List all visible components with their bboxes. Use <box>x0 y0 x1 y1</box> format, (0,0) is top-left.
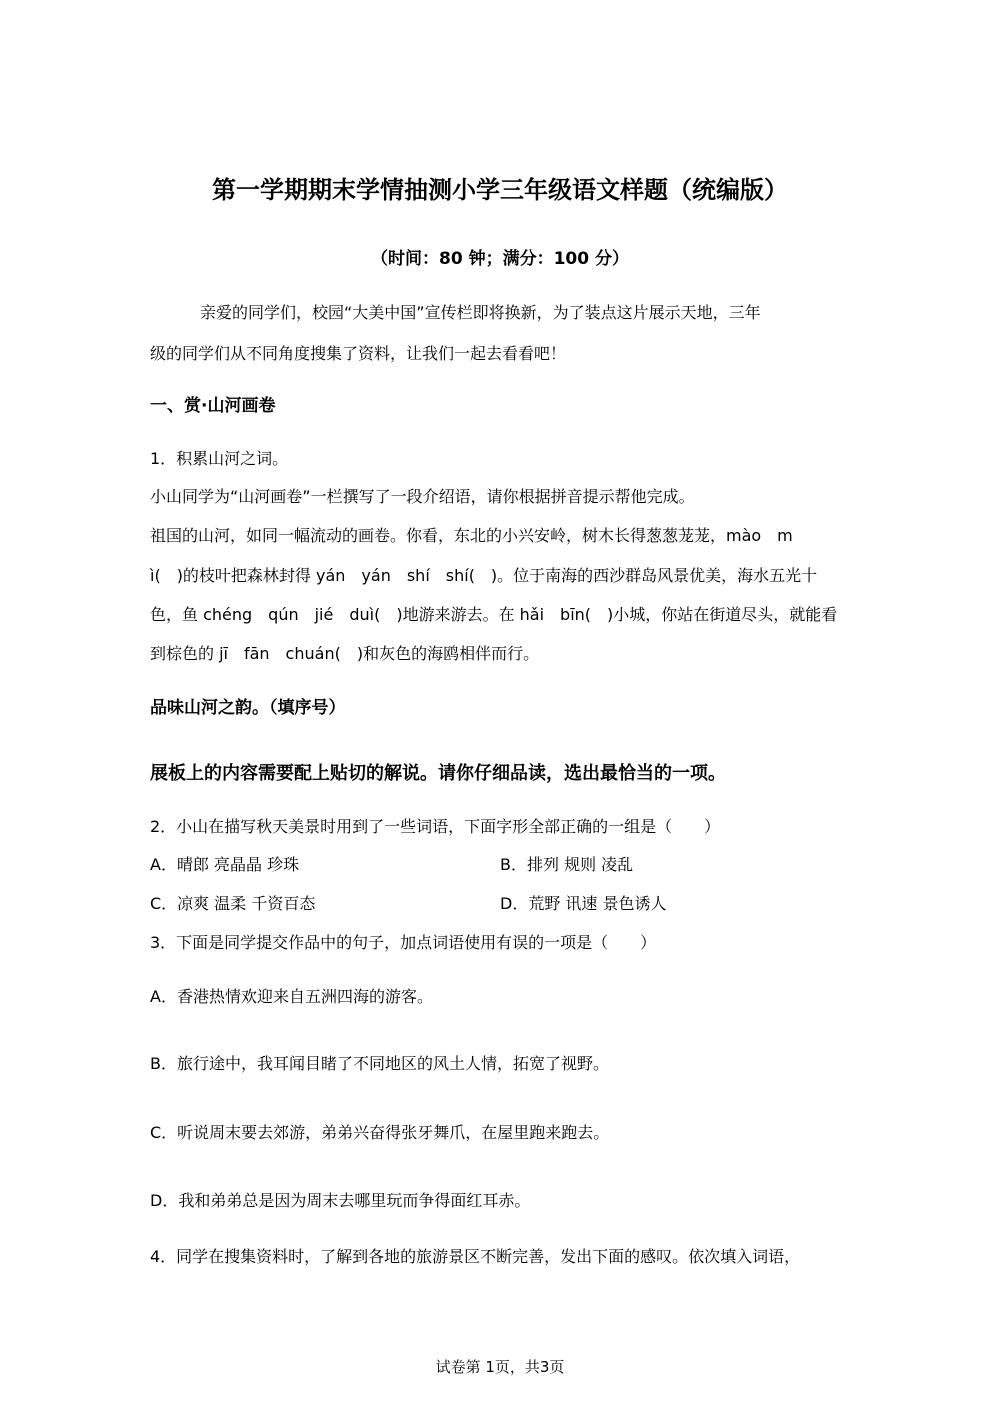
question-2-option-a: A．晴郎 亮晶晶 珍珠 <box>150 855 300 874</box>
question-3-option-d <box>150 1188 530 1211</box>
option-text: B．旅行途中，我 <box>150 1054 273 1073</box>
question-2-title: 2．小山在描写秋天美景时用到了一些词语，下面字形全部正确的一组是（ ） <box>150 817 721 836</box>
option-text: D．我和弟弟总是因为周末去哪里玩而争得 <box>150 1191 451 1210</box>
section-heading-2: 品味山河之韵。（填序号） <box>150 698 346 718</box>
option-text: A．香港热情欢迎来自 <box>150 987 305 1006</box>
question-3-title: 3．下面是同学提交作品中的句子，加点词语使用有误的一项是（ ） <box>150 933 657 952</box>
question-1-line-1: 祖国的山河，如同一幅流动的画卷。你看，东北的小兴安岭，树木长得葱葱茏茏，mào m <box>150 526 793 545</box>
question-1-title: 1．积累山河之词。 <box>150 449 289 468</box>
dotted-word: 张牙舞爪 <box>401 1123 466 1142</box>
option-text: 。 <box>514 1191 531 1210</box>
dotted-word: 面红耳赤 <box>450 1191 515 1210</box>
question-3-option-c <box>150 1120 609 1143</box>
section-heading-1: 一、赏·山河画卷 <box>150 396 276 416</box>
question-2-option-b: B．排列 规则 凌乱 <box>500 855 634 874</box>
question-3-option-a <box>150 984 433 1007</box>
intro-line-1: 亲爱的同学们，校园“大美中国”宣传栏即将换新，为了装点这片展示天地，三年 <box>200 303 761 322</box>
page-title: 第一学期期末学情抽测小学三年级语文样题（统编版） <box>212 176 788 204</box>
dotted-word: 耳闻目睹 <box>272 1054 337 1073</box>
question-2-option-d: D．荒野 讯速 景色诱人 <box>500 894 667 913</box>
option-text: 了不同地区的风土人情，拓宽了视野。 <box>337 1054 610 1073</box>
option-text: ，在屋里跑来跑去。 <box>465 1123 610 1142</box>
dotted-word: 五洲四海 <box>304 987 369 1006</box>
question-4-title: 4．同学在搜集资料时，了解到各地的旅游景区不断完善，发出下面的感叹。依次填入词语， <box>150 1247 801 1266</box>
option-text: 的游客。 <box>368 987 433 1006</box>
question-1-line-2: ì( )的枝叶把森林封得 yán yán shí shí( )。位于南海的西沙群岛风景优美，海水五光十 <box>150 566 818 585</box>
question-1-line-4: 到棕色的 jī fān chuán( )和灰色的海鸥相伴而行。 <box>150 644 540 663</box>
intro-line-2: 级的同学们从不同角度搜集了资料，让我们一起去看看吧！ <box>150 344 567 363</box>
option-text: C．听说周末要去郊游，弟弟兴奋得 <box>150 1123 402 1142</box>
page-footer: 试卷第 1页，共3页 <box>435 1358 565 1376</box>
section-instruction: 展板上的内容需要配上贴切的解说。请你仔细品读，选出最恰当的一项。 <box>150 763 726 784</box>
exam-info: （时间：80 钟；满分：100 分） <box>371 249 629 269</box>
question-3-option-b <box>150 1051 609 1074</box>
question-2-option-c: C．凉爽 温柔 千资百态 <box>150 894 316 913</box>
question-1-instruction: 小山同学为“山河画卷”一栏撰写了一段介绍语，请你根据拼音提示帮他完成。 <box>150 487 695 506</box>
question-1-line-3: 色，鱼 chéng qún jié duì( )地游来游去。在 hǎi bīn( )小城，你站在街道尽头，就能看 <box>150 605 838 624</box>
